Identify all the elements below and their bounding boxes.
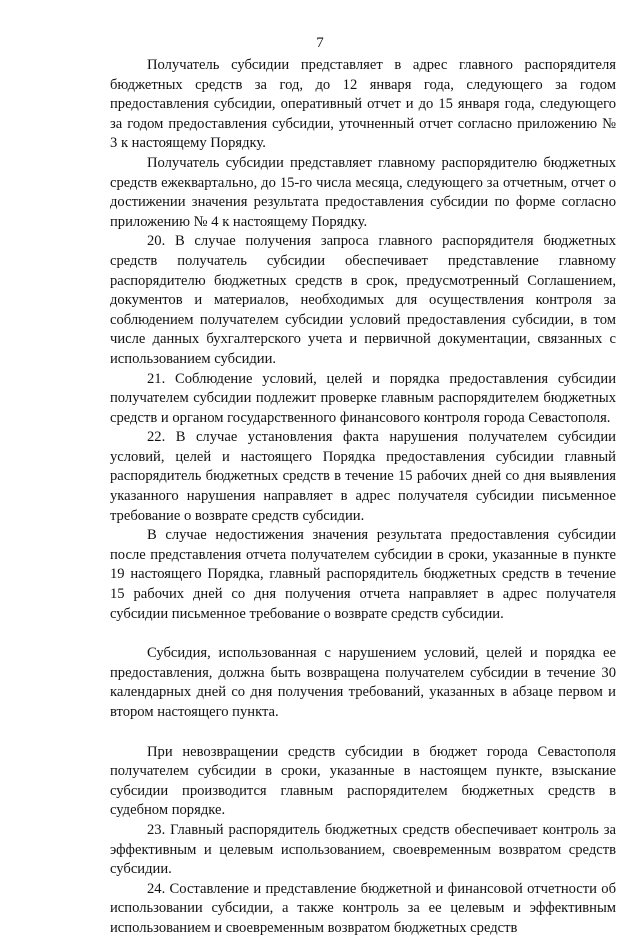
- page-number: 7: [316, 35, 324, 51]
- paragraph-clause-22: 22. В случае установления факта нарушения получателем субсидии условий, целей и настоящего Порядка предоставления субсидии главный распорядитель бюджетных средств в течение 15 рабочих дней со дня выявления указанного нарушения направляет в адрес получателя субсидии письменное требование о возврате средств субсидии.: [110, 429, 616, 524]
- document-body: [110, 56, 616, 939]
- paragraph-report-quarterly: Получатель субсидии представляет главному распорядителю бюджетных средств ежеквартально, до 15-го числа месяца, следующего за отчетным, отчет о достижении значения результата предоставления субсидии по форме согласно приложению № 4 к настоящему Порядку.: [110, 154, 616, 230]
- paragraph-report-annual: Получатель субсидии представляет в адрес главного распорядителя бюджетных средств за год, до 12 января года, следующего за годом предоставления субсидии, оперативный отчет и до 15 января года, следующего за годом предоставления субсидии, уточненный отчет согласно приложению № 3 к настоящему Порядку.: [110, 57, 616, 152]
- paragraph-clause-24: 24. Составление и представление бюджетной и финансовой отчетности об использовании субсидии, а также контроль за ее целевым и эффективным использованием и своевременным возвратом бюджетных средств: [110, 880, 616, 936]
- paragraph-court-recovery: При невозвращении средств субсидии в бюджет города Севастополя получателем субсидии в сроки, указанные в настоящем пункте, взыскание субсидии производится главным распорядителем бюджетных средств в судебном порядке.: [110, 743, 616, 819]
- paragraph-subsidy-return: Субсидия, использованная с нарушением условий, целей и порядка ее предоставления, должна быть возвращена получателем субсидии в течение 30 календарных дней со дня получения требований, указанных в абзаце первом и втором настоящего пункта.: [110, 645, 616, 720]
- paragraph-clause-20: 20. В случае получения запроса главного распорядителя бюджетных средств получатель субсидии обеспечивает представление главному распорядителю бюджетных средств в срок, предусмотренный Соглашением, документов и материалов, необходимых для осуществления контроля за соблюдением получателем субсидии условий предоставления субсидии, в том числе данных бухгалтерского учета и первичной документации, связанных с использованием субсидии.: [110, 233, 616, 367]
- paragraph-result-not-achieved: В случае недостижения значения результата предоставления субсидии после представления отчета получателем субсидии в сроки, указанные в пункте 19 настоящего Порядка, главный распорядитель бюджетных средств в течение 15 рабочих дней со дня получения отчета направляет в адрес получателя субсидии письменное требование о возврате средств субсидии.: [110, 527, 616, 622]
- paragraph-clause-21: 21. Соблюдение условий, целей и порядка предоставления субсидии получателем субсидии подлежит проверке главным распорядителем бюджетных средств и органом государственного финансового контроля города Севастополя.: [110, 370, 616, 426]
- paragraph-clause-23: 23. Главный распорядитель бюджетных средств обеспечивает контроль за эффективным и целевым использованием, своевременным возвратом средств субсидии.: [110, 821, 616, 878]
